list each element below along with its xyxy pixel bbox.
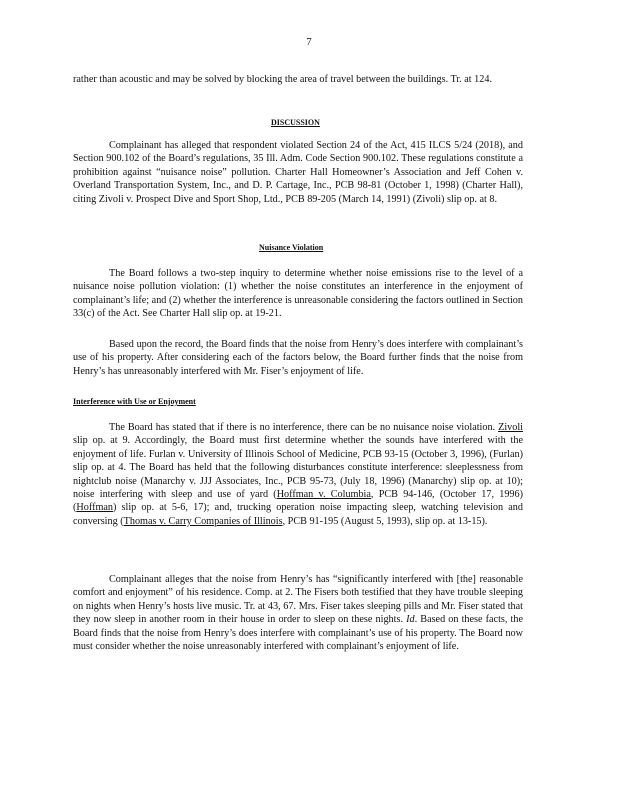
citation-id: Id	[406, 614, 415, 626]
interference-text-a: The Board has stated that if there is no interference, there can be no nuisance noise violation.	[109, 422, 499, 433]
paragraph-allegation: Complainant has alleged that respondent violated Section 24 of the Act, 415 ILCS 5/24 (2018), and Section 900.102 of the Board’s regulations, 35 Ill. Adm. Code Section 900.102. These regulations constitute a prohibition against “nuisance noise” pollution. Charter Hall Homeowner’s Association and Jeff Cohen v. Overland Transportation System, Inc., and D. P. Cartage, Inc., PCB 98-81 (October 1, 1998) (Charter Hall), citing Zivoli v. Prospect Dive and Sport Shop, Ltd., PCB 89-205 (March 14, 1991) (Zivoli) slip op. at 8.	[73, 140, 523, 205]
page-number: 7	[306, 36, 312, 48]
paragraph-board-findings: Based upon the record, the Board finds that the noise from Henry’s does interfere with complainant’s use of his property. After considering each of the factors below, the Board further finds that the noise from Henry’s has unreasonably interfered with Mr. Fiser’s enjoyment of life.	[73, 339, 523, 377]
heading-nuisance-violation: Nuisance Violation	[259, 243, 324, 252]
interference-text-e: , PCB 91-195 (August 5, 1993), slip op. at 13-15).	[282, 515, 488, 527]
allegations-text-b: . Based on these facts, the Board finds that the noise from Henry’s does interfere with complainant’s use of his property. The Board now must consider whether the noise unreasonably interfered with complainant’s enjoyment of life.	[73, 614, 523, 653]
case-cite-hoffman-v-columbia: Hoffman v. Columbia	[276, 489, 371, 501]
allegations-text-a: Complainant alleges that the noise from Henry’s has “significantly interfered with [the] reasonable comfort and enjoyment” of his residence. Comp. at 2. The Fisers both testified that they have trouble sleeping on nights when Henry’s hosts live music. Tr. at 43, 67. Mrs. Fiser takes sleeping pills and Mr. Fiser stated that they now sleep in another room in their house in order to sleep on these nights.	[73, 574, 523, 626]
case-cite-hoffman: Hoffman	[76, 502, 113, 514]
heading-interference: Interference with Use or Enjoyment	[73, 397, 196, 406]
paragraph-intro: rather than acoustic and may be solved by blocking the area of travel between the buildings. Tr. at 124.	[73, 74, 492, 85]
interference-text-b: slip op. at 9. Accordingly, the Board must first determine whether the sounds have interfered with the enjoyment of life. Furlan v. University of Illinois School of Medicine, PCB 93-15 (October 3, 1996), (Furlan) slip op. at 4. The Board has held that the following disturbances constitute interference: sleeplessness from nightclub noise (Manarchy v. JJJ Associates, Inc., PCB 95-73, (July 18, 1996) (Manarchy) slip op. at 10); noise interfering with sleep and use of yard (	[73, 435, 523, 501]
paragraph-interference-standard	[73, 421, 523, 528]
interference-text-c: , PCB 94-146, (October 17, 1996) (	[73, 489, 524, 514]
case-cite-zivoli: Zivoli	[498, 422, 523, 433]
paragraph-complainant-allegations	[73, 573, 523, 653]
heading-discussion: DISCUSSION	[271, 118, 320, 127]
paragraph-two-step-inquiry: The Board follows a two-step inquiry to determine whether noise emissions rise to the level of a nuisance noise pollution violation: (1) whether the noise constitutes an interference in the enjoyment of complainant’s life; and (2) whether the interference is unreasonable considering the factors outlined in Section 33(c) of the Act. See Charter Hall slip op. at 19-21.	[73, 268, 523, 320]
interference-text-d: ) slip op. at 5-6, 17); and, trucking operation noise impacting sleep, watching television and conversing (	[73, 502, 523, 527]
case-cite-thomas: Thomas v. Carry Companies of Illinois	[123, 515, 283, 527]
